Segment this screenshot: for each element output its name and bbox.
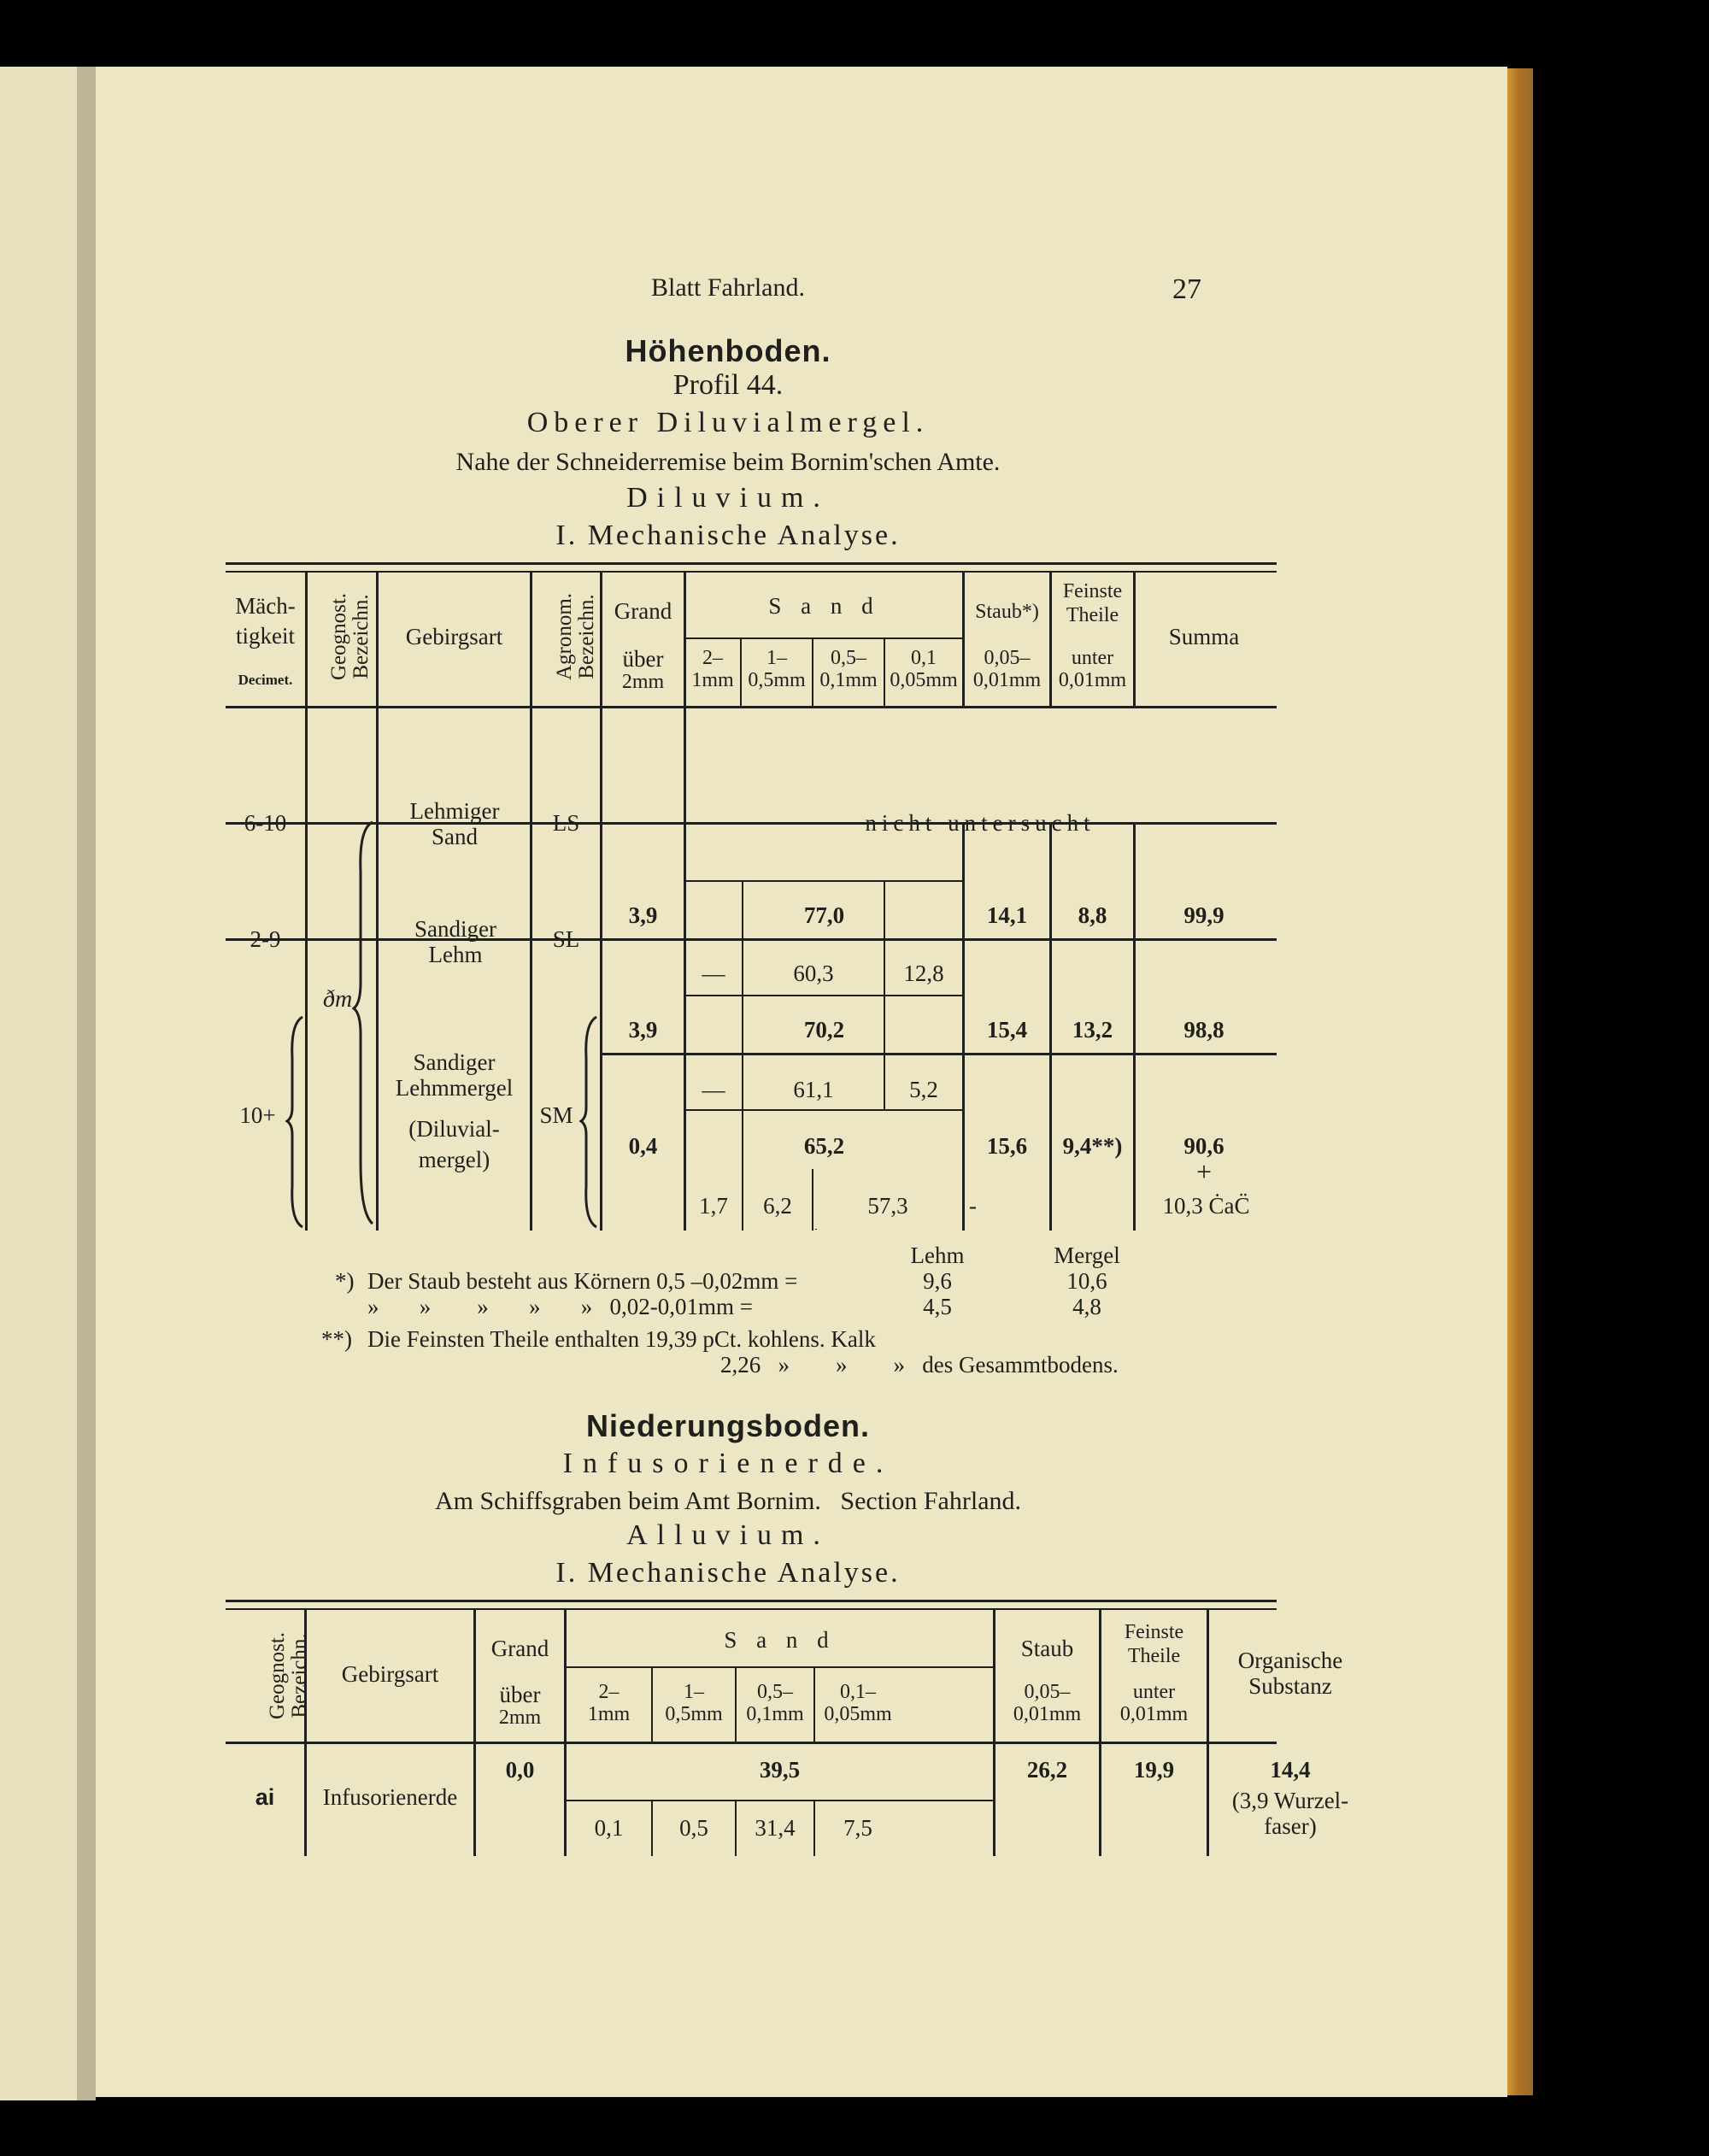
t2-header-geognost: Geognost.: [266, 1631, 289, 1720]
row2-sand-s1: —: [702, 961, 725, 986]
analysis-title: I. Mechanische Analyse.: [555, 520, 901, 551]
row1-depth: 6-10: [244, 810, 287, 836]
t2-header-grand: Grand: [490, 1636, 549, 1661]
row3-rock1: Sandiger: [413, 1049, 496, 1075]
row3b-plus: +: [1195, 1156, 1213, 1187]
rule: [566, 1800, 993, 1801]
row2-rock: Sandiger Lehm: [414, 916, 496, 967]
t2-row-org-note1: (3,9 Wurzel-: [1231, 1788, 1349, 1813]
header-sand-05: 0,5–: [831, 647, 866, 669]
t2-header-feinste-size: 0,01mm: [1119, 1703, 1189, 1725]
fn1-lehm: 9,6: [923, 1268, 952, 1294]
header-feinste-size: 0,01mm: [1058, 669, 1127, 691]
location-line: Nahe der Schneiderremise beim Bornim'schen Amte.: [455, 448, 1001, 476]
header-staub: Staub*): [975, 601, 1039, 623]
header-feinste: Feinste: [1062, 580, 1123, 602]
fn2b-text: 2,26 » » » des Gesammtbodens.: [720, 1352, 1119, 1378]
row2-sand-s4: 12,8: [903, 961, 944, 986]
header-theile: Theile: [1066, 604, 1119, 626]
t2-header-staub-a: 0,05–: [1024, 1681, 1071, 1703]
running-title: Blatt Fahrland.: [651, 273, 805, 302]
t2-header-org1: Organische: [1237, 1648, 1343, 1673]
header-sand: S a n d: [768, 593, 880, 619]
row1-agr: LS: [552, 810, 580, 836]
rule: [226, 562, 1277, 565]
header-ueber: über: [622, 646, 664, 672]
rule: [530, 571, 532, 1231]
header-grand-size: 2mm: [621, 671, 665, 693]
header-sand-1: 1–: [766, 647, 787, 669]
section2-epoch: Alluvium.: [626, 1519, 830, 1551]
t2-row-sand: 39,5: [759, 1757, 801, 1783]
t2-header-theile: Theile: [1127, 1645, 1181, 1667]
t2-row-org-note2: faser): [1264, 1813, 1317, 1839]
rule: [815, 1229, 817, 1230]
t2-row-rock: Infusorienerde: [322, 1784, 458, 1810]
row2-sand: 77,0: [803, 902, 845, 928]
fn1-mergel: 10,6: [1066, 1268, 1107, 1294]
rule: [566, 1666, 993, 1668]
row3b-grand: 0,4: [628, 1133, 658, 1159]
t2-row-geo: ai: [255, 1784, 275, 1810]
t2-row-s3: 31,4: [755, 1815, 796, 1841]
row3-rock4: mergel): [418, 1147, 490, 1172]
left-page: [0, 67, 77, 2100]
row3a-feinste: 13,2: [1072, 1017, 1113, 1043]
t2-row-s4: 7,5: [843, 1815, 872, 1841]
row2-sand-s23: 60,3: [793, 961, 834, 986]
brace-geognost: [352, 820, 378, 1231]
rule: [226, 571, 1277, 573]
row3-depth: 10+: [239, 1102, 276, 1128]
t2-header-s1: 2–: [598, 1681, 620, 1703]
page: [96, 67, 1507, 2097]
t2-header-feinste: Feinste: [1124, 1621, 1184, 1643]
row3b-staub: 15,6: [986, 1133, 1028, 1159]
rule: [685, 1109, 962, 1111]
section2-title: Niederungsboden.: [585, 1408, 871, 1443]
rule: [600, 1053, 1277, 1055]
t2-row-s1: 0,1: [594, 1815, 624, 1841]
t2-header-grand-size: 2mm: [498, 1707, 542, 1729]
header-sand-01b: 0,05mm: [890, 669, 958, 691]
fn1b-text: » » » » » 0,02-0,01mm =: [367, 1294, 753, 1319]
rule: [226, 706, 1277, 708]
geognost-symbol: ðm: [323, 986, 353, 1013]
rule: [226, 1600, 1277, 1602]
rule: [685, 880, 962, 882]
row2-grand: 3,9: [628, 902, 658, 928]
header-agronom: Agronom.: [553, 592, 576, 681]
fn-col-mergel: Mergel: [1054, 1242, 1120, 1268]
rule: [226, 1608, 1277, 1610]
rule: [226, 938, 1277, 941]
t2-header-staub-b: 0,01mm: [1013, 1703, 1082, 1725]
rule: [685, 637, 964, 639]
row2-agr: SL: [552, 926, 580, 952]
row3-agr: SM: [539, 1102, 573, 1128]
row2-staub: 14,1: [986, 902, 1028, 928]
fn2-text: Die Feinsten Theile enthalten 19,39 pCt. kohlens. Kalk: [367, 1326, 876, 1352]
row3b-sand: 65,2: [803, 1133, 845, 1159]
header-staub-a: 0,05–: [984, 647, 1031, 669]
formation-title: Oberer Diluvialmergel.: [526, 407, 930, 438]
row3-rock3: (Diluvial-: [408, 1116, 500, 1142]
t2-row-s2: 0,5: [679, 1815, 708, 1841]
section2-analysis: I. Mechanische Analyse.: [555, 1557, 901, 1589]
row3a-sand-s4: 5,2: [909, 1077, 938, 1102]
header-geognost: Geognost.: [327, 592, 350, 681]
row3b-sand-s1: 1,7: [699, 1193, 728, 1219]
row3b-feinste: 9,4**): [1062, 1133, 1123, 1159]
t2-row-staub: 26,2: [1026, 1757, 1068, 1783]
row3a-grand: 3,9: [628, 1017, 658, 1043]
t2-header-org2: Substanz: [1248, 1673, 1332, 1699]
row3b-sand-s34: 57,3: [867, 1193, 908, 1219]
row3a-summa: 98,8: [1183, 1017, 1224, 1043]
t2-header-unter: unter: [1132, 1681, 1176, 1703]
t2-row-grand: 0,0: [505, 1757, 535, 1783]
row3a-sand-s1: —: [702, 1077, 725, 1102]
row3b-staub-dash: -: [969, 1193, 977, 1219]
t2-header-bezeichn: Bezeichn.: [288, 1633, 311, 1718]
header-grand: Grand: [614, 598, 672, 624]
header-bezeichn: Bezeichn.: [349, 594, 373, 679]
profile-label: Profil 44.: [672, 369, 784, 401]
t2-header-sand: S a n d: [724, 1627, 836, 1653]
t2-header-gebirgsart: Gebirgsart: [341, 1661, 439, 1687]
header-bezeichn-agr: Bezeichn.: [575, 594, 598, 679]
header-summa: Summa: [1168, 624, 1240, 649]
row1-note: nicht untersucht: [865, 810, 1095, 836]
section2-formation: Infusorienerde.: [562, 1448, 894, 1479]
fn1b-mergel: 4,8: [1072, 1294, 1101, 1319]
row3b-sand-s2: 6,2: [763, 1193, 792, 1219]
section-title: Höhenboden.: [625, 333, 831, 368]
t2-header-s4b: 0,05mm: [824, 1703, 892, 1725]
t2-header-s4: 0,1–: [840, 1681, 876, 1703]
t2-header-ueber: über: [499, 1682, 541, 1707]
brace-agronom: [579, 1015, 600, 1229]
t2-header-s2b: 0,5mm: [665, 1703, 723, 1725]
header-staub-b: 0,01mm: [972, 669, 1042, 691]
t2-row-org: 14,4: [1270, 1757, 1311, 1783]
row3a-sand: 70,2: [803, 1017, 845, 1043]
row2-depth: 2-9: [250, 926, 281, 952]
t2-header-s3: 0,5–: [757, 1681, 793, 1703]
t2-header-s3b: 0,1mm: [746, 1703, 804, 1725]
fn2-mark: **): [321, 1326, 352, 1352]
header-sand-05b: 0,1mm: [819, 669, 878, 691]
row3b-caco: 10,3 ĊaC̈: [1162, 1193, 1250, 1219]
fn-col-lehm: Lehm: [910, 1242, 965, 1268]
epoch-label: Diluvium.: [626, 482, 830, 514]
t2-header-s2: 1–: [684, 1681, 704, 1703]
row1-rock: Lehmiger Sand: [409, 798, 500, 849]
row3a-staub: 15,4: [986, 1017, 1028, 1043]
row3b-summa: 90,6: [1183, 1133, 1224, 1159]
row2-feinste: 8,8: [1078, 902, 1107, 928]
header-decimet: Decimet.: [238, 672, 293, 688]
page-number: 27: [1172, 273, 1201, 305]
row2-summa: 99,9: [1183, 902, 1224, 928]
book-gutter: [77, 67, 96, 2100]
header-sand-1b: 0,5mm: [748, 669, 806, 691]
t2-header-s1b: 1mm: [587, 1703, 631, 1725]
header-sand-2: 2–: [702, 647, 723, 669]
fn1b-lehm: 4,5: [923, 1294, 952, 1319]
header-sand-01: 0,1: [911, 647, 937, 669]
section2-location: Am Schiffsgraben beim Amt Bornim. Section Fahrland.: [434, 1487, 1022, 1515]
header-gebirgsart: Gebirgsart: [405, 624, 503, 649]
fn1-mark: *): [335, 1268, 355, 1294]
header-sand-2b: 1mm: [691, 669, 734, 691]
fn1-text: Der Staub besteht aus Körnern 0,5 –0,02mm =: [367, 1268, 798, 1294]
header-maechtigkeit: Mäch-tigkeit: [235, 593, 296, 649]
rule: [226, 1742, 1277, 1744]
header-unter: unter: [1071, 647, 1114, 669]
rule: [685, 995, 962, 996]
page-edge: [1507, 68, 1533, 2095]
t2-header-staub: Staub: [1020, 1636, 1074, 1661]
row3a-sand-s23: 61,1: [793, 1077, 834, 1102]
row3-rock2: Lehmmergel: [395, 1075, 514, 1101]
t2-row-feinste: 19,9: [1133, 1757, 1175, 1783]
